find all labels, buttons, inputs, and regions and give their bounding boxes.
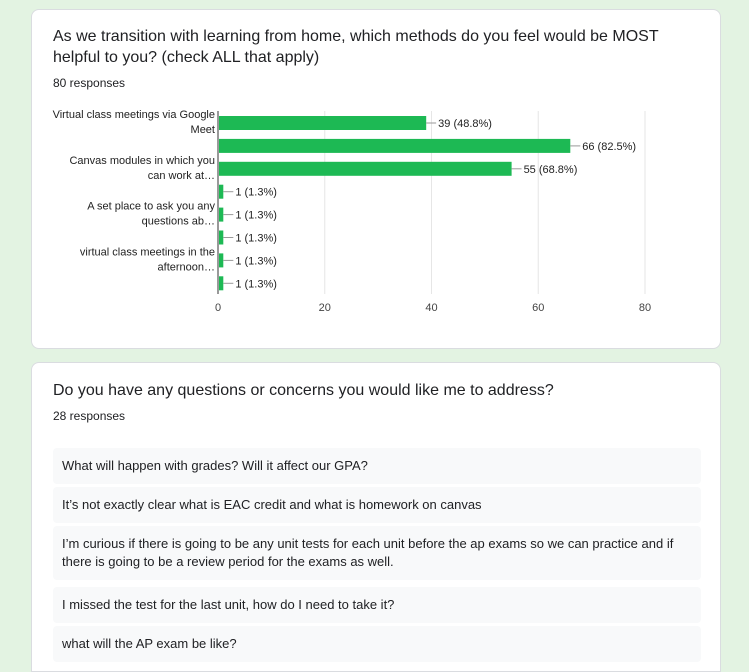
- response-item: It’s not exactly clear what is EAC credit and what is homework on canvas: [53, 487, 701, 523]
- category-label: questions ab…: [141, 215, 215, 228]
- question-title: As we transition with learning from home, which methods do you feel would be MOST helpful to you? (check ALL that apply): [53, 28, 659, 66]
- data-label: 1 (1.3%): [235, 232, 277, 245]
- bar-chart: [32, 10, 720, 348]
- category-label: can work at…: [147, 169, 215, 182]
- data-label: 39 (48.8%): [438, 118, 492, 130]
- question-card-methods: [31, 9, 721, 349]
- data-label: 1 (1.3%): [235, 186, 277, 199]
- data-label: 1 (1.3%): [235, 278, 277, 291]
- category-label: afternoon…: [157, 261, 215, 274]
- category-label: virtual class meetings in the: [79, 246, 215, 259]
- data-label: 1 (1.3%): [235, 209, 277, 222]
- response-item: I’m curious if there is going to be any unit tests for each unit before the ap exams so we can practice and if there is going to be a review period for the exams as well.: [53, 526, 701, 580]
- response-count: 80 responses: [53, 76, 126, 90]
- x-tick-label: 20: [318, 302, 331, 314]
- response-item: What will happen with grades? Will it affect our GPA?: [53, 448, 701, 484]
- bar: [219, 162, 512, 176]
- bar: [219, 276, 223, 290]
- bar: [219, 139, 570, 153]
- response-item: I missed the test for the last unit, how do I need to take it?: [53, 587, 701, 623]
- x-tick-label: 0: [214, 302, 222, 314]
- x-tick-label: 80: [638, 302, 652, 314]
- category-label: Virtual class meetings via Google: [52, 109, 215, 121]
- response-item: what will the AP exam be like?: [53, 626, 701, 662]
- data-label: 66 (82.5%): [582, 140, 637, 153]
- data-label: 55 (68.8%): [523, 163, 578, 176]
- response-count: 28 responses: [53, 409, 126, 423]
- category-label: Meet: [190, 124, 215, 136]
- category-label: Canvas modules in which you: [69, 154, 215, 167]
- data-label: 1 (1.3%): [235, 255, 277, 268]
- question-card-concerns: [31, 362, 721, 672]
- bar: [219, 185, 223, 199]
- bar: [219, 253, 223, 267]
- x-tick-label: 40: [425, 302, 438, 314]
- bar: [219, 208, 223, 222]
- bar: [219, 116, 426, 130]
- question-title: Do you have any questions or concerns you would like me to address?: [53, 382, 554, 399]
- x-tick-label: 60: [532, 302, 545, 314]
- category-label: A set place to ask you any: [87, 200, 215, 213]
- bar: [219, 231, 223, 245]
